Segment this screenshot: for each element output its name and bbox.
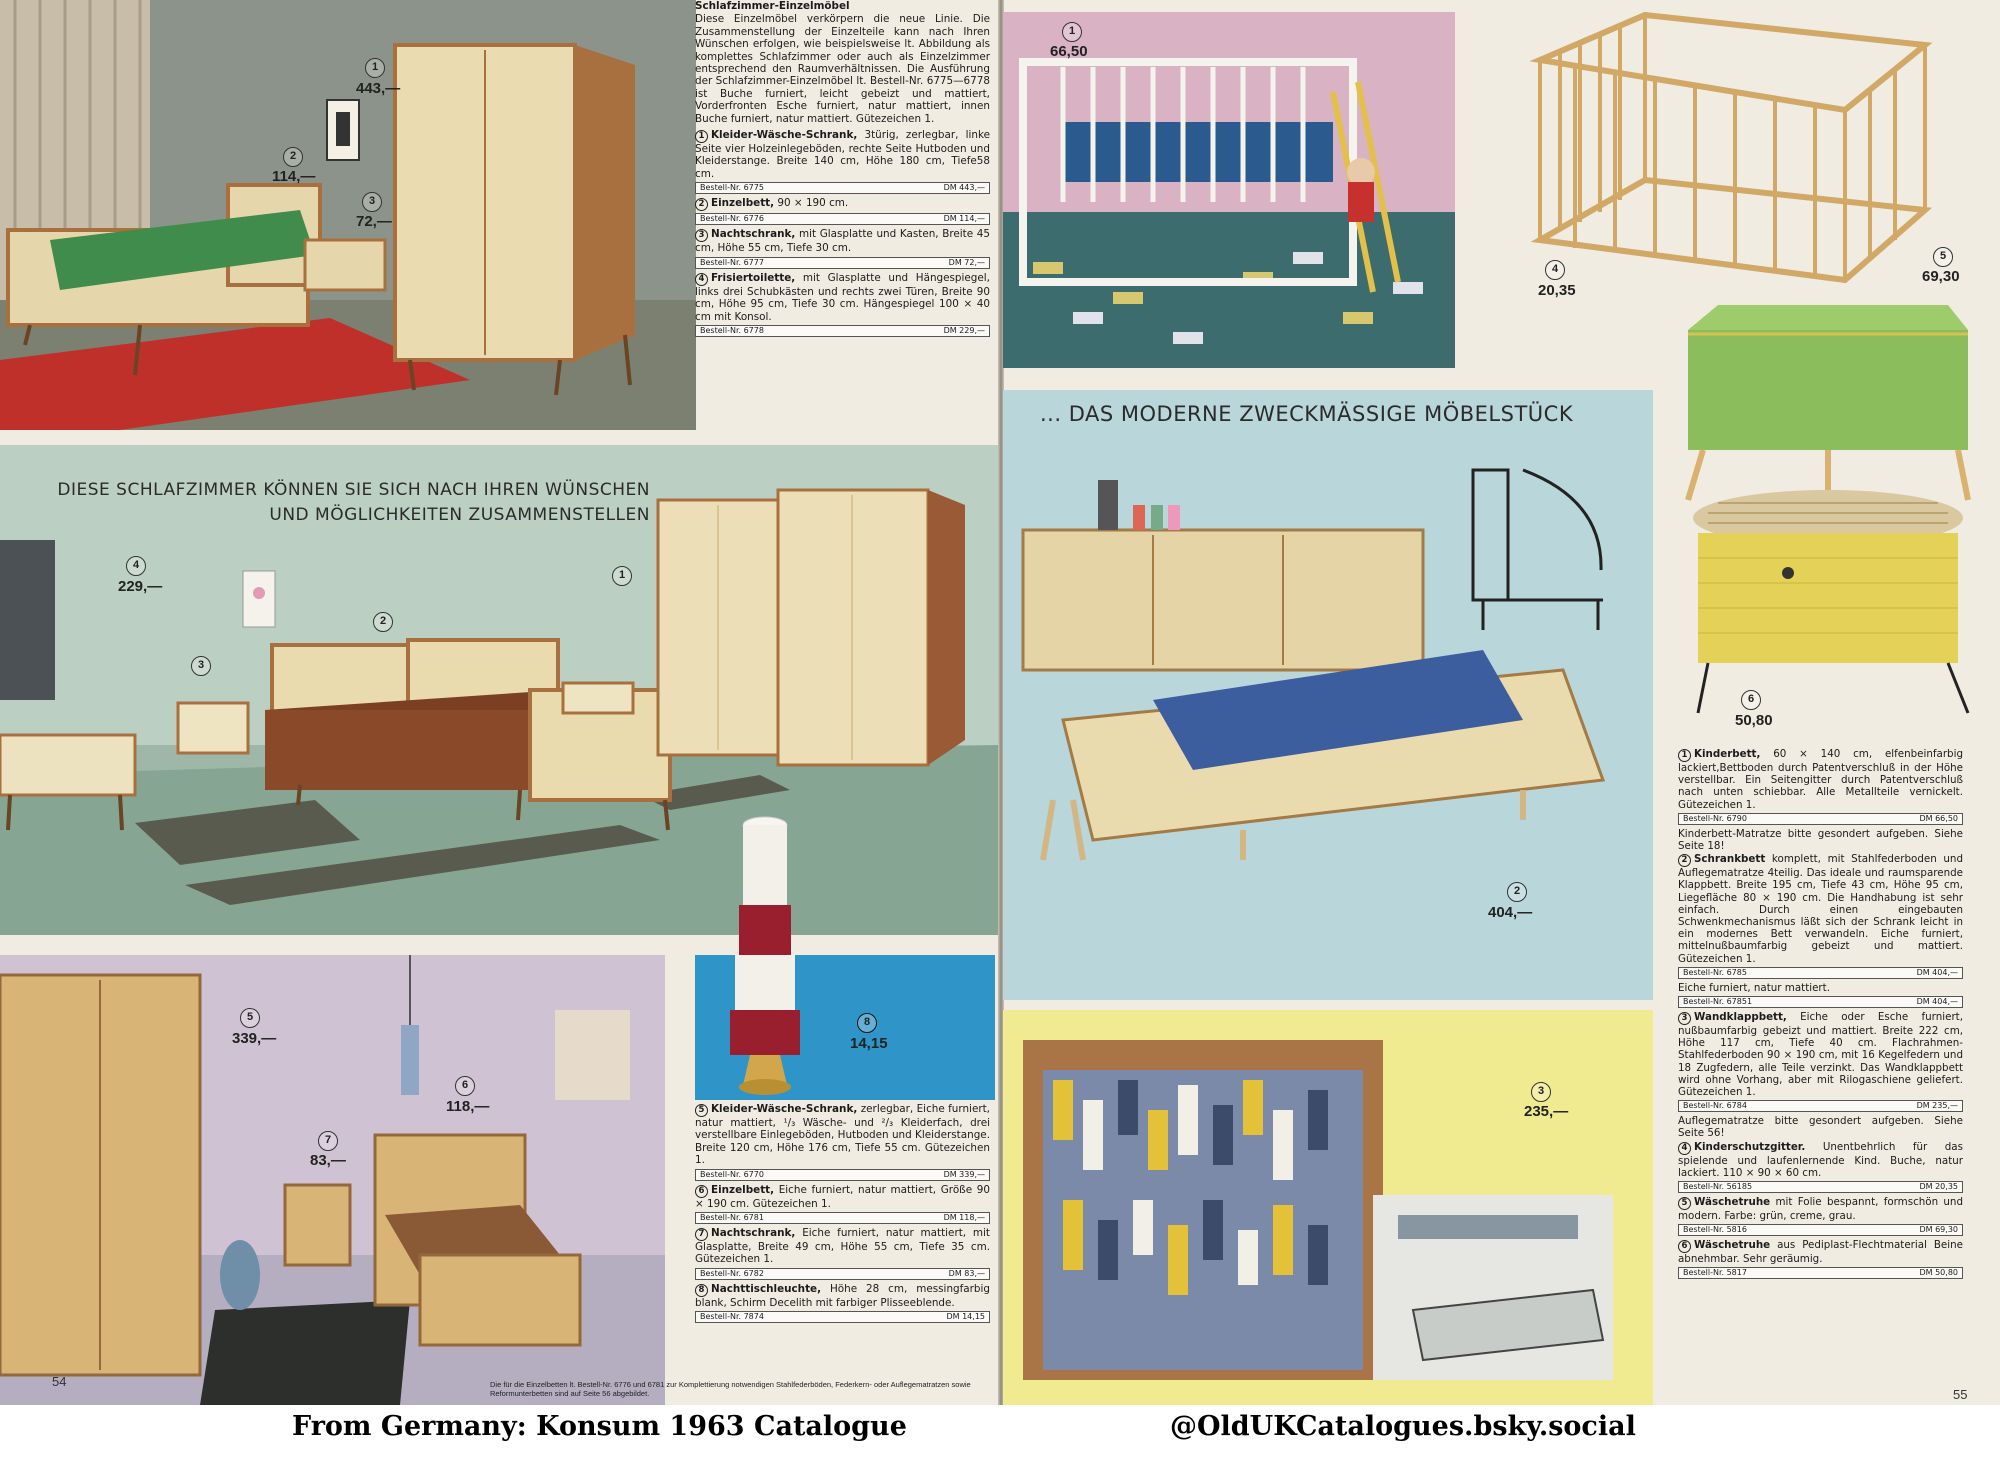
item-number: 4 [695,273,708,286]
item-desc: mit Glasplatte und Kasten, Breite 45 cm, Höhe 55 cm, Tiefe 30 cm. [695,228,990,255]
order-number: Bestell-Nr. 6790 [1683,813,1747,823]
photo-marker-7: 7 [318,1131,338,1151]
section-intro: Diese Einzelmöbel verkörpern die neue Linie. Die Zusammenstellung der Einzelteile kann nach Ihren Wünschen erfolgen, wie beispielsweise lt. Abbildung als komplettes Schlafzimmer oder auch als Einzelzimmer entsprechend den Raumverhältnissen. Die Ausführung der Schlafzimmer-Einzelmöbel lt. Bestell-Nr. 6775—6778 ist Buche furniert, leicht gebeizt und mattiert, Vorderfronten Esche furniert, natur mattiert, innen Buche furniert, natur mattiert. Gütezeichen 1. [695,13,990,125]
item-desc: Eiche furniert, natur mattiert, Größe 90 × 190 cm. Gütezeichen 1. [695,1183,990,1210]
price-label-229: 229,— [118,578,163,595]
order-row [1678,1100,1963,1112]
item-desc: Eiche furniert, natur mattiert, mit Glasplatte, Breite 49 cm, Höhe 55 cm, Tiefe 35 cm. Gütezeichen 1. [695,1227,990,1266]
item-number: 8 [695,1284,708,1297]
price-label-443: 443,— [356,80,401,97]
item-number: 4 [1678,1142,1691,1155]
text-block-einzelmoebel [695,0,990,430]
order-number: Bestell-Nr. 6777 [700,257,764,267]
order-number: Bestell-Nr. 6781 [700,1213,764,1223]
item-name: Einzelbett, [711,197,775,210]
order-number: Bestell-Nr. 56185 [1683,1182,1753,1192]
photo-marker-3: 3 [1531,1082,1551,1102]
item-name: Wäschetruhe [1694,1239,1771,1252]
item-name: Einzelbett, [711,1183,775,1196]
price-label-339: 339,— [232,1030,277,1047]
photo-schrankbett [1003,390,1653,1000]
item-number: 1 [1678,749,1691,762]
photo-waeschetruhe-green [1678,300,1978,505]
page-number-right: 55 [1953,1387,1968,1402]
price-label-2035: 20,35 [1538,282,1576,299]
footer-source-caption: From Germany: Konsum 1963 Catalogue [292,1411,907,1442]
order-price: DM 50,80 [1919,1268,1958,1278]
photo-marker-2: 2 [1507,882,1527,902]
order-price: DM 114,— [943,214,985,224]
order-row [695,1169,990,1181]
order-number: Bestell-Nr. 6775 [700,183,764,193]
order-number: Bestell-Nr. 5817 [1683,1268,1747,1278]
item-note: Kinderbett-Matratze bitte gesondert aufgeben. Siehe Seite 18! [1678,827,1963,853]
item-name: Frisiertoilette, [711,271,796,284]
photo-marker-1: 1 [612,566,632,586]
item-note: Eiche furniert, natur mattiert. [1678,981,1830,994]
order-row [695,1212,990,1224]
item-name: Kleider-Wäsche-Schrank, [711,1103,858,1115]
photo-marker-4: 4 [126,556,146,576]
order-price: DM 66,50 [1919,813,1958,823]
item-block [1678,1011,1963,1140]
photo-marker-2: 2 [283,147,303,167]
item-desc: Höhe 28 cm, messingfarbig blank, Schirm Decelith mit farbiger Plisseeblende. [695,1282,990,1309]
order-row [695,213,990,225]
item-number: 7 [695,1228,708,1241]
item-name: Nachtschrank, [711,228,796,241]
item-number: 3 [695,229,708,242]
order-price: DM 404,— [1916,967,1958,977]
order-row [1678,813,1963,825]
price-label-6650: 66,50 [1050,43,1088,60]
photo-kinderbett [1003,12,1455,368]
item-number: 6 [1678,1240,1691,1253]
photo-marker-5: 5 [1933,247,1953,267]
photo-wandklappbett [1003,1010,1653,1405]
item-number: 1 [695,130,708,143]
photo-marker-6: 6 [455,1076,475,1096]
photo-bedside-lamp [695,955,995,1100]
middle-heading-line2: UND MÖGLICHKEITEN ZUSAMMENSTELLEN [269,505,650,525]
photo-marker-3: 3 [191,656,211,676]
footnote: Die für die Einzelbetten lt. Bestell-Nr. 6776 und 6781 zur Komplettierung notwendigen Stahlfederböden, Federkern- oder Auflegematratzen sowie Reformunterbetten sind auf Seite 56 abgebildet. [490,1380,971,1398]
order-row [695,1311,990,1323]
order-price: DM 69,30 [1919,1225,1958,1235]
order-price: DM 235,— [1916,1101,1958,1111]
item-number: 5 [1678,1197,1691,1210]
item-desc: zerlegbar, Eiche furniert, natur mattiert, ¹/₃ Wäsche- und ²/₃ Kleiderfach, drei verstellbare Einlegeböden, Hutboden und Kleiderstange. Breite 120 cm, Höhe 176 cm, Tiefe 55 cm. Gütezeichen 1. [695,1103,990,1167]
item-block [1678,853,1963,1008]
item-desc: mit Folie bespannt, formschön und modern. Farbe: grün, creme, grau. [1678,1196,1963,1223]
page-number-left: 54 [52,1374,67,1389]
item-block [1678,1196,1963,1236]
text-block-right [1678,748,1963,1282]
price-label-118: 118,— [446,1098,490,1115]
photo-marker-6: 6 [1741,690,1761,710]
photo-bedroom-single [0,0,696,430]
order-number: Bestell-Nr. 6770 [700,1169,764,1179]
order-number: Bestell-Nr. 6785 [1683,967,1747,977]
order-number: Bestell-Nr. 67851 [1683,997,1753,1007]
order-row [695,325,990,337]
item-number: 2 [1678,854,1691,867]
photo-marker-2: 2 [373,612,393,632]
order-row [1678,1181,1963,1193]
footer-social-handle: @OldUKCatalogues.bsky.social [1170,1411,1636,1442]
order-price: DM 229,— [943,325,985,335]
item-desc: 3türig, zerlegbar, linke Seite vier Holzeinlegeböden, rechte Seite Hutboden und Kleiderstange. Breite 140 cm, Höhe 180 cm, Tiefe58 cm. [695,129,990,180]
item-desc: Eiche oder Esche furniert, nußbaumfarbig gebeizt und mattiert. Breite 222 cm, Höhe 117 cm, Tiefe 40 cm. Flachrahmen-Stahlfederboden 90 × 190 cm, mit 16 Kegelfedern und 18 Zugfedern, alle Teile verzinkt. Das Wandklappbett wird ohne Vorhang, aber mit Rilogaschiene geliefert. Gütezeichen 1. [1678,1011,1963,1099]
item-block [1678,748,1963,852]
order-price: DM 118,— [943,1213,985,1223]
photo-marker-1: 1 [1062,22,1082,42]
item-name: Schrankbett [1694,853,1766,866]
item-block [695,1227,990,1280]
photo-kinderschutzgitter [1515,0,1935,290]
item-block [1678,1239,1963,1279]
item-name: Kinderbett, [1694,748,1761,760]
order-price: DM 83,— [948,1268,985,1278]
item-desc: Unentbehrlich für das spielende und laufenlernende Kind. Buche, natur lackiert. 110 × 90 × 60 cm. [1678,1140,1963,1179]
price-label-1415: 14,15 [850,1035,888,1052]
order-row [695,182,990,194]
order-row [695,257,990,269]
item-block [695,1283,990,1323]
order-row [1678,967,1963,979]
order-row [1678,1224,1963,1236]
item-desc: komplett, mit Stahlfederboden und Auflegematratze 4teilig. Das ideale und raumsparende Klappbett. Breite 195 cm, Tiefe 43 cm, Höhe 95 cm, Liegefläche 80 × 190 cm. Die Handhabung ist sehr einfach. Durch einen eingebauten Schwenkmechanismus läßt sich der Schrank leicht in ein modernes Bett verwandeln. Eiche furniert, mittelnußbaumfarbig gebeizt und mattiert. Gütezeichen 1. [1678,853,1963,965]
item-block [695,1103,990,1181]
price-label-404: 404,— [1488,904,1533,921]
item-desc: 60 × 140 cm, elfenbeinfarbig lackiert,Bettboden durch Patentverschluß in der Höhe verstellbar. Ein Seitengitter durch Patentverschluß nach unten schiebbar. Alle Metallteile vernickelt. Gütezeichen 1. [1678,748,1963,811]
right-heading: ... DAS MODERNE ZWECKMÄSSIGE MÖBELSTÜCK [1040,402,1574,426]
photo-marker-3: 3 [362,192,382,212]
price-label-83: 83,— [310,1152,346,1169]
photo-marker-5: 5 [240,1008,260,1028]
middle-heading-line1: DIESE SCHLAFZIMMER KÖNNEN SIE SICH NACH IHREN WÜNSCHEN [57,480,650,500]
order-row [695,1268,990,1280]
order-number: Bestell-Nr. 6776 [700,214,764,224]
order-number: Bestell-Nr. 6782 [700,1268,764,1278]
order-price: DM 339,— [943,1169,985,1179]
order-number: Bestell-Nr. 5816 [1683,1225,1747,1235]
photo-bedroom-oak [0,955,665,1405]
middle-heading [50,478,650,528]
item-desc: aus Pediplast-Flechtmaterial Beine abnehmbar. Sehr geräumig. [1678,1239,1963,1266]
photo-lamp-shade-top [735,815,795,955]
price-label-72: 72,— [356,213,392,230]
item-block [1678,1141,1963,1193]
item-block [695,228,990,268]
item-number: 2 [695,198,708,211]
price-label-5080: 50,80 [1735,712,1773,729]
photo-marker-4: 4 [1545,260,1565,280]
order-row [1678,1267,1963,1279]
text-block-oak-items [695,1103,990,1326]
price-label-235: 235,— [1524,1103,1569,1120]
photo-waeschetruhe-wicker [1678,488,1978,718]
order-number: Bestell-Nr. 7874 [700,1312,764,1322]
item-desc: 90 × 190 cm. [777,197,849,210]
item-number: 6 [695,1185,708,1198]
order-row [1678,996,1963,1008]
order-price: DM 404,— [1916,997,1958,1007]
section-title: Schlafzimmer-Einzelmöbel [695,0,850,12]
item-block [695,197,990,225]
price-label-6930: 69,30 [1922,268,1960,285]
item-number: 3 [1678,1012,1691,1025]
price-label-114: 114,— [272,168,316,185]
item-desc: mit Glasplatte und Hängespiegel, links drei Schubkästen und rechts zwei Türen, Breite 90 cm, Höhe 95 cm, Tiefe 30 cm. Hängespiegel 100 × 40 cm mit Konsol. [695,271,990,323]
order-number: Bestell-Nr. 6778 [700,325,764,335]
item-block [695,272,990,337]
item-name: Kinderschutzgitter. [1694,1140,1806,1153]
item-name: Kleider-Wäsche-Schrank, [711,129,858,142]
item-number: 5 [695,1104,708,1117]
item-block [695,1184,990,1224]
item-note: Auflegematratze bitte gesondert aufgeben. Siehe Seite 56! [1678,1115,1963,1140]
order-price: DM 14,15 [946,1312,985,1322]
item-block [695,129,990,194]
item-name: Wandklappbett, [1694,1011,1787,1024]
item-name: Wäschetruhe [1694,1196,1771,1209]
photo-marker-8: 8 [857,1013,877,1033]
item-name: Nachtschrank, [711,1227,796,1240]
order-number: Bestell-Nr. 6784 [1683,1101,1747,1111]
order-price: DM 443,— [943,183,985,193]
order-price: DM 72,— [948,257,985,267]
order-price: DM 20,35 [1919,1182,1958,1192]
item-name: Nachttischleuchte, [711,1282,822,1295]
photo-marker-1: 1 [365,58,385,78]
